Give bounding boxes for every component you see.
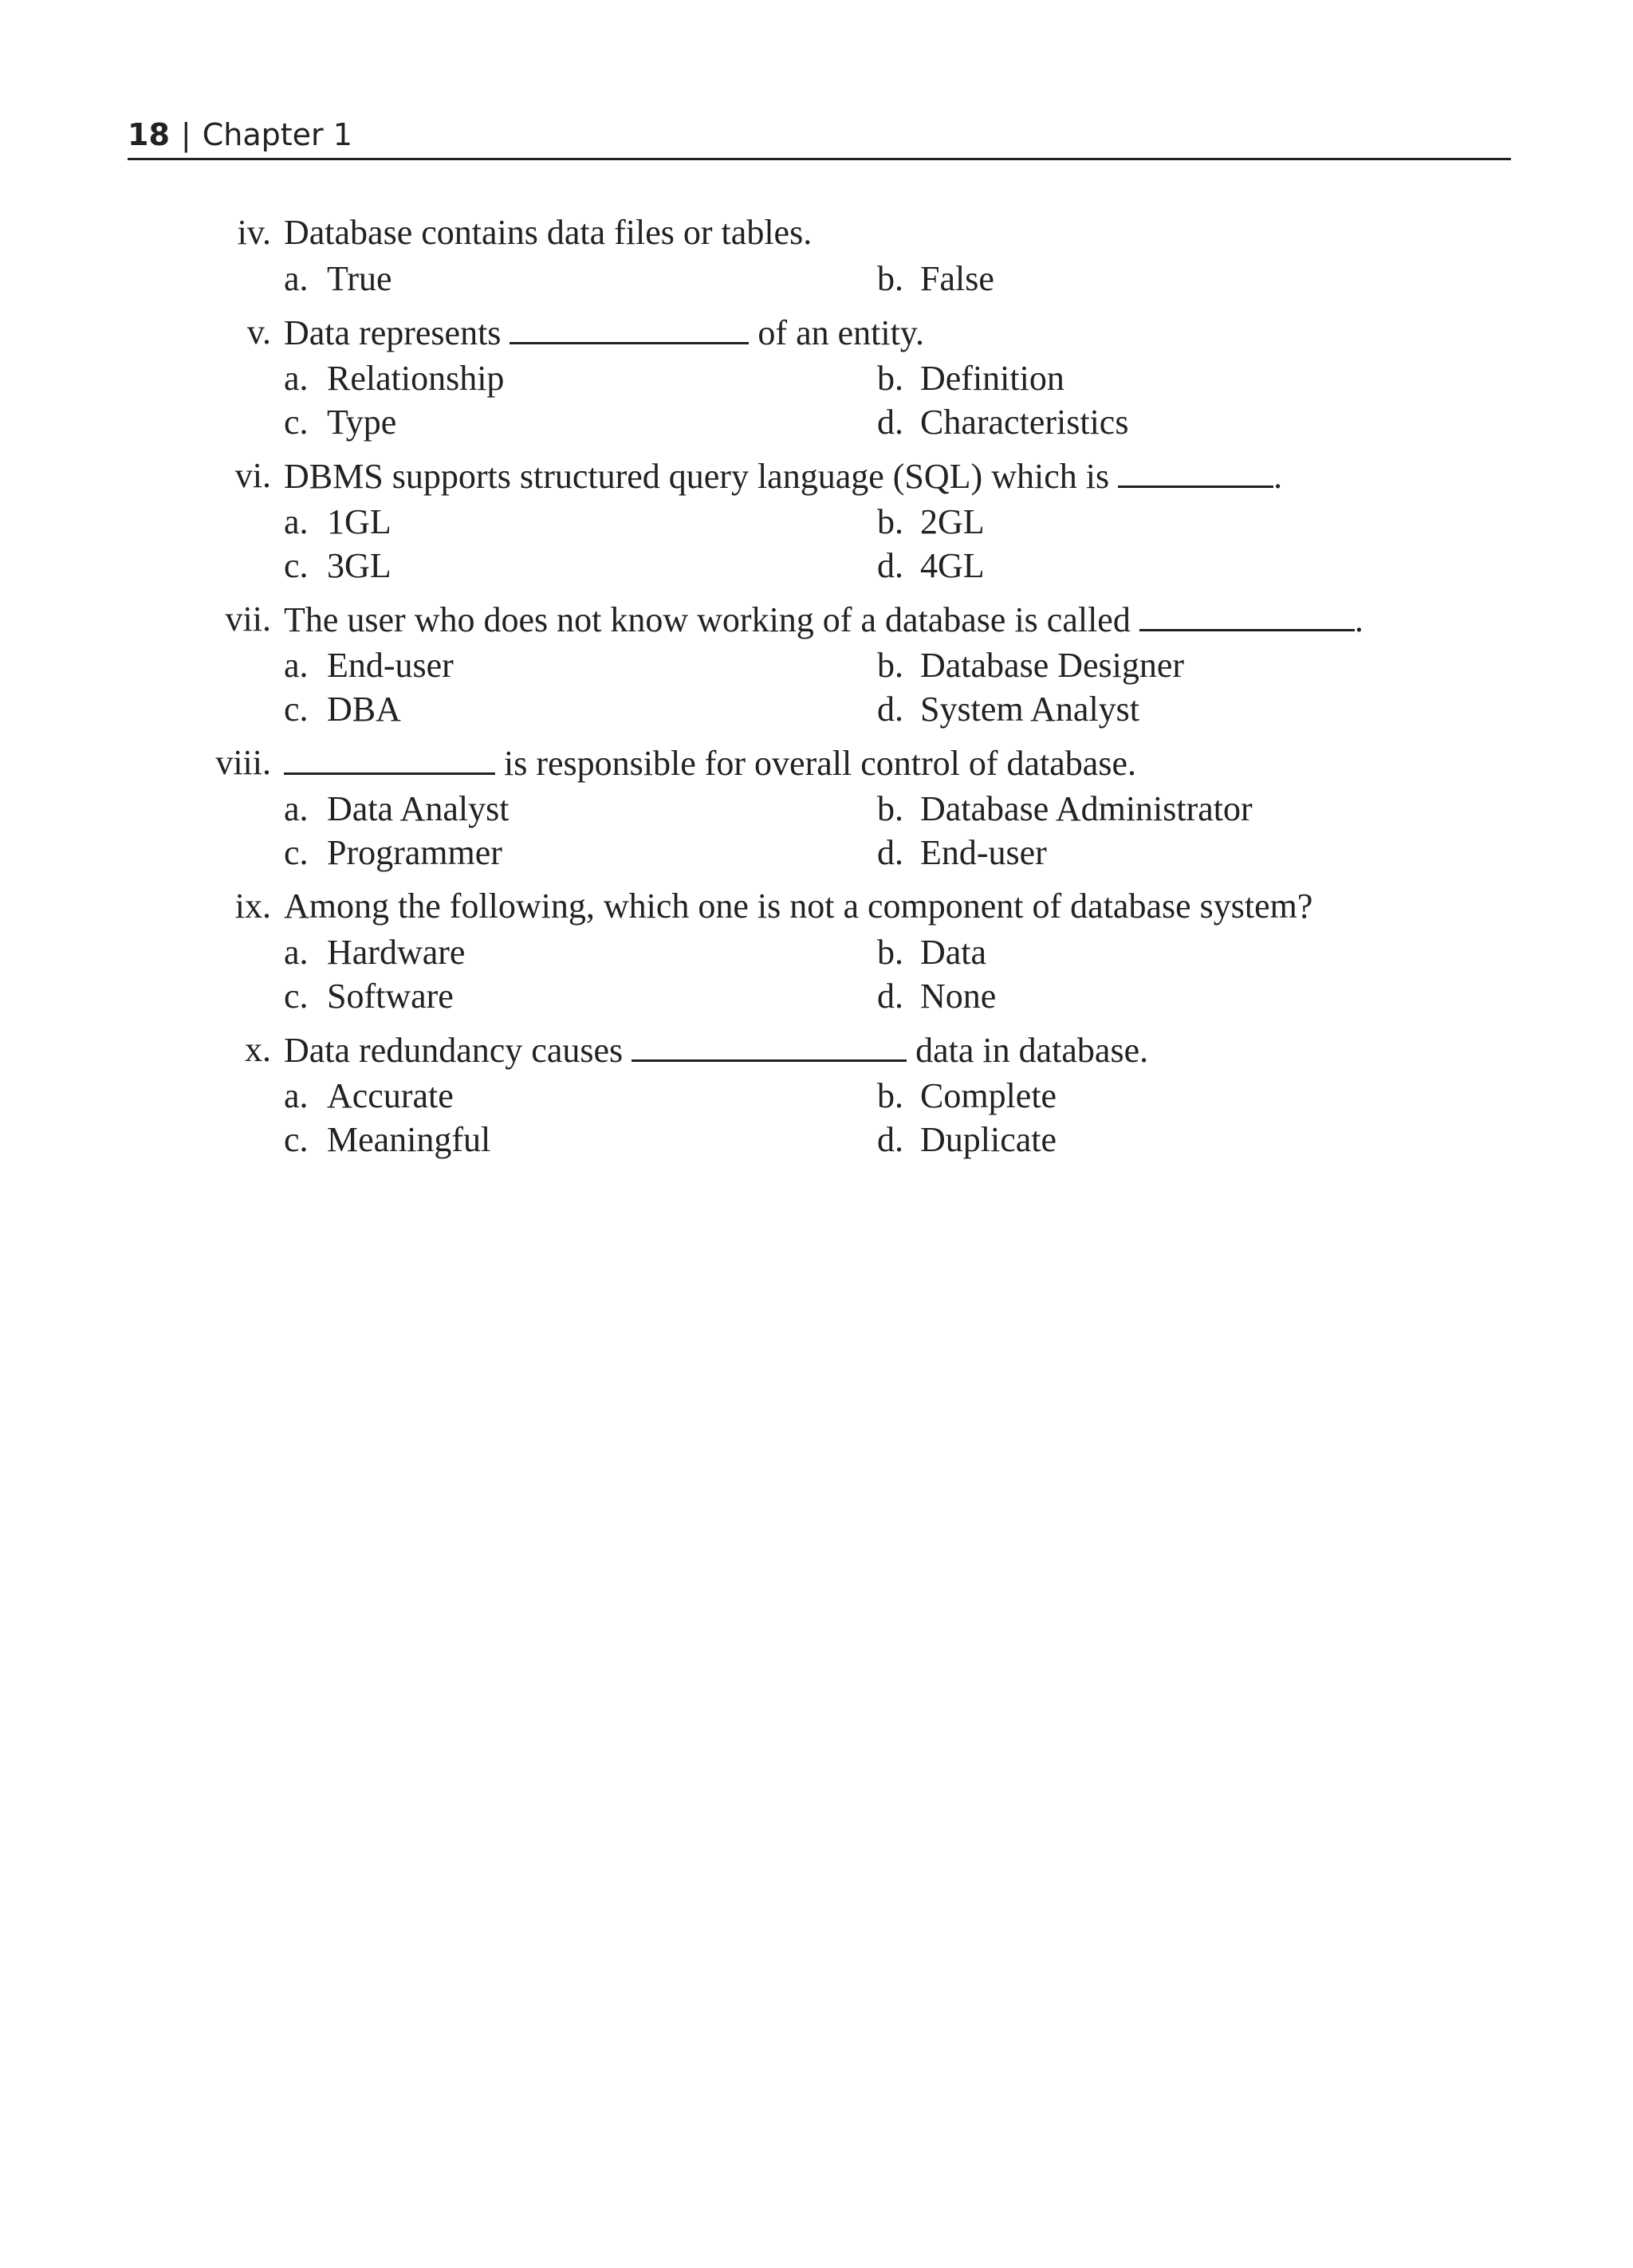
- option-b: [877, 787, 1253, 831]
- question-viii: [0, 739, 1633, 875]
- option-text: Relationship: [327, 359, 505, 398]
- option-row: [0, 687, 1633, 731]
- option-text: End-user: [920, 833, 1047, 872]
- option-text: True: [327, 259, 392, 298]
- option-text: Software: [327, 977, 454, 1016]
- question-text-part: DBMS supports structured query language (SQL) which is: [284, 457, 1119, 496]
- option-b: [877, 356, 1064, 400]
- option-letter: b.: [877, 1076, 903, 1115]
- option-a: [284, 356, 504, 400]
- option-letter: d.: [877, 1120, 903, 1159]
- option-text: 3GL: [327, 546, 392, 585]
- option-letter: d.: [877, 403, 903, 442]
- question-text-part: is responsible for overall control of database.: [495, 744, 1136, 783]
- option-text: DBA: [327, 690, 401, 729]
- running-head: [128, 112, 1511, 160]
- question-stem: [0, 1026, 1633, 1074]
- option-text: System Analyst: [920, 690, 1140, 729]
- option-text: End-user: [327, 646, 454, 685]
- question-stem: [0, 309, 1633, 356]
- option-letter: a.: [284, 646, 309, 685]
- option-d: [877, 400, 1128, 444]
- option-letter: c.: [284, 977, 309, 1016]
- question-number: ix.: [234, 886, 271, 926]
- question-text: [284, 595, 1363, 644]
- question-x: [0, 1026, 1633, 1162]
- answer-blank: [1118, 452, 1273, 488]
- option-letter: b.: [877, 933, 903, 972]
- option-d: [877, 1118, 1057, 1162]
- question-vii: [0, 595, 1633, 731]
- question-number: vii.: [225, 599, 271, 639]
- option-row: [0, 500, 1633, 544]
- option-row: [0, 1118, 1633, 1162]
- option-a: [284, 500, 392, 544]
- question-ix: [0, 882, 1633, 1018]
- option-row: [0, 974, 1633, 1018]
- option-row: [0, 930, 1633, 974]
- option-row: [0, 831, 1633, 875]
- answer-blank: [632, 1026, 907, 1062]
- option-row: [0, 787, 1633, 831]
- question-text-part: The user who does not know working of a database is called: [284, 600, 1139, 639]
- option-text: 4GL: [920, 546, 985, 585]
- option-text: Accurate: [327, 1076, 454, 1115]
- option-text: Duplicate: [920, 1120, 1057, 1159]
- option-letter: a.: [284, 933, 309, 972]
- option-text: Programmer: [327, 833, 502, 872]
- option-letter: c.: [284, 690, 309, 729]
- option-row: [0, 643, 1633, 687]
- header-separator: |: [180, 117, 191, 152]
- option-d: [877, 687, 1139, 731]
- option-c: [284, 544, 392, 588]
- option-text: 2GL: [920, 502, 985, 541]
- option-d: [877, 974, 996, 1018]
- option-letter: c.: [284, 403, 309, 442]
- option-letter: a.: [284, 1076, 309, 1115]
- answer-blank: [1139, 595, 1355, 631]
- question-number: v.: [246, 312, 271, 352]
- option-c: [284, 1118, 490, 1162]
- question-stem: [0, 882, 1633, 930]
- option-letter: c.: [284, 833, 309, 872]
- option-row: [0, 257, 1633, 301]
- question-stem: [0, 739, 1633, 787]
- option-letter: b.: [877, 646, 903, 685]
- option-text: Meaningful: [327, 1120, 491, 1159]
- question-number: viii.: [215, 743, 271, 782]
- option-letter: c.: [284, 546, 309, 585]
- question-text: [284, 1026, 1148, 1075]
- question-text: [284, 309, 924, 357]
- option-a: [284, 930, 465, 974]
- option-text: Database Designer: [920, 646, 1185, 685]
- option-letter: a.: [284, 359, 309, 398]
- option-c: [284, 974, 454, 1018]
- question-stem: [0, 452, 1633, 500]
- answer-blank: [510, 309, 749, 344]
- option-a: [284, 1074, 454, 1118]
- option-row: [0, 1074, 1633, 1118]
- option-row: [0, 400, 1633, 444]
- question-text-part: of an entity.: [749, 313, 924, 352]
- option-b: [877, 257, 994, 301]
- question-text-part: .: [1273, 457, 1283, 496]
- option-row: [0, 356, 1633, 400]
- option-c: [284, 687, 401, 731]
- question-text: [284, 739, 1136, 788]
- option-text: Complete: [920, 1076, 1057, 1115]
- option-text: Definition: [920, 359, 1064, 398]
- question-stem: [0, 595, 1633, 643]
- option-letter: a.: [284, 789, 309, 828]
- option-d: [877, 544, 985, 588]
- option-letter: d.: [877, 977, 903, 1016]
- option-text: False: [920, 259, 994, 298]
- option-b: [877, 500, 985, 544]
- question-v: [0, 309, 1633, 444]
- question-number: x.: [245, 1030, 271, 1069]
- option-b: [877, 1074, 1057, 1118]
- option-text: 1GL: [327, 502, 392, 541]
- option-letter: d.: [877, 690, 903, 729]
- option-b: [877, 930, 986, 974]
- question-text-part: Database contains data files or tables.: [284, 213, 813, 252]
- option-a: [284, 787, 510, 831]
- option-text: Database Administrator: [920, 789, 1253, 828]
- question-stem: [0, 209, 1633, 257]
- question-text-part: Data redundancy causes: [284, 1031, 632, 1070]
- option-row: [0, 544, 1633, 588]
- question-text-part: Among the following, which one is not a component of database system?: [284, 886, 1313, 926]
- question-text-part: Data represents: [284, 313, 510, 352]
- option-letter: d.: [877, 833, 903, 872]
- option-letter: b.: [877, 259, 903, 298]
- question-number: vi.: [234, 456, 271, 495]
- option-text: Data: [920, 933, 987, 972]
- option-letter: b.: [877, 359, 903, 398]
- answer-blank: [284, 739, 495, 775]
- option-letter: b.: [877, 789, 903, 828]
- option-letter: a.: [284, 502, 309, 541]
- option-text: Data Analyst: [327, 789, 510, 828]
- option-text: Type: [327, 403, 397, 442]
- option-letter: c.: [284, 1120, 309, 1159]
- option-a: [284, 643, 454, 687]
- question-iv: [0, 209, 1633, 301]
- option-d: [877, 831, 1047, 875]
- option-text: Hardware: [327, 933, 466, 972]
- option-letter: b.: [877, 502, 903, 541]
- question-text: [284, 882, 1312, 930]
- question-text: [284, 209, 812, 257]
- question-text-part: data in database.: [907, 1031, 1149, 1070]
- question-text-part: .: [1354, 600, 1363, 639]
- option-c: [284, 831, 502, 875]
- option-b: [877, 643, 1184, 687]
- chapter-label: Chapter 1: [202, 117, 352, 152]
- option-a: [284, 257, 392, 301]
- question-number: iv.: [237, 213, 271, 252]
- page-number: 18: [128, 117, 170, 152]
- option-letter: d.: [877, 546, 903, 585]
- question-vi: [0, 452, 1633, 588]
- question-text: [284, 452, 1282, 501]
- question-list: [0, 209, 1633, 1169]
- option-text: Characteristics: [920, 403, 1129, 442]
- option-letter: a.: [284, 259, 309, 298]
- option-c: [284, 400, 396, 444]
- option-text: None: [920, 977, 997, 1016]
